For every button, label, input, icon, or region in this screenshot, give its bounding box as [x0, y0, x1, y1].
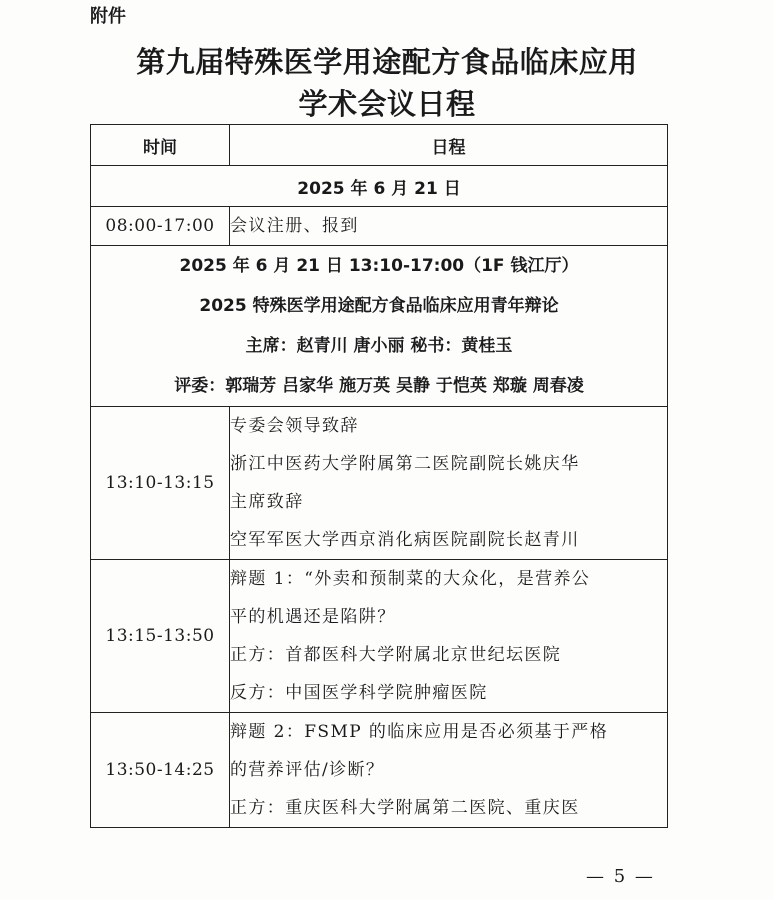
header-time: 时间: [91, 125, 230, 166]
schedule-table: [90, 124, 668, 828]
document-title-line2: 学术会议日程: [298, 87, 476, 121]
schedule-cell: [230, 560, 668, 713]
schedule-line: 辩题 2：FSMP 的临床应用是否必须基于严格: [230, 722, 609, 742]
schedule-line: 正方：首都医科大学附属北京世纪坛医院: [230, 645, 562, 665]
time-cell: 13:15-13:50: [91, 560, 230, 713]
time-cell: 08:00-17:00: [91, 207, 230, 246]
session-datetime-venue: 2025 年 6 月 21 日 13:10-17:00（1F 钱江厅）: [179, 256, 579, 276]
table-row: [91, 560, 668, 713]
schedule-cell: [230, 713, 668, 828]
schedule-line: 辩题 1：“外卖和预制菜的大众化，是营养公: [230, 569, 591, 589]
time-cell: 13:50-14:25: [91, 713, 230, 828]
schedule-line: 专委会领导致辞: [230, 416, 359, 436]
schedule-cell: [230, 407, 668, 560]
attachment-label: 附件: [90, 6, 126, 27]
table-row: [91, 407, 668, 560]
date-cell: 2025 年 6 月 21 日: [91, 166, 668, 207]
schedule-line: 空军军医大学西京消化病医院副院长赵青川: [230, 530, 580, 550]
session-judges: 评委：郭瑞芳 吕家华 施万英 吴静 于恺英 郑璇 周春凌: [174, 376, 584, 396]
table-row: [91, 713, 668, 828]
header-schedule: 日程: [230, 125, 668, 166]
session-cell: [91, 246, 668, 407]
table-header-row: [91, 125, 668, 166]
schedule-line: 平的机遇还是陷阱？: [230, 607, 396, 627]
session-chairs: 主席：赵青川 唐小丽 秘书：黄桂玉: [245, 336, 513, 356]
schedule-line: 正方：重庆医科大学附属第二医院、重庆医: [230, 798, 580, 818]
schedule-line: 主席致辞: [230, 492, 304, 512]
schedule-cell: [230, 207, 668, 246]
schedule-line: 反方：中国医学科学院肿瘤医院: [230, 683, 488, 703]
schedule-line: 会议注册、报到: [230, 216, 359, 236]
session-title: 2025 特殊医学用途配方食品临床应用青年辩论: [199, 296, 559, 316]
document-title-line1: 第九届特殊医学用途配方食品临床应用: [136, 45, 638, 79]
time-cell: 13:10-13:15: [91, 407, 230, 560]
schedule-line: 的营养评估/诊断？: [230, 760, 385, 780]
schedule-line: 浙江中医药大学附属第二医院副院长姚庆华: [230, 454, 580, 474]
page-number: — 5 —: [586, 866, 655, 887]
session-header-row: [91, 246, 668, 407]
table-row: [91, 207, 668, 246]
date-row: [91, 166, 668, 207]
